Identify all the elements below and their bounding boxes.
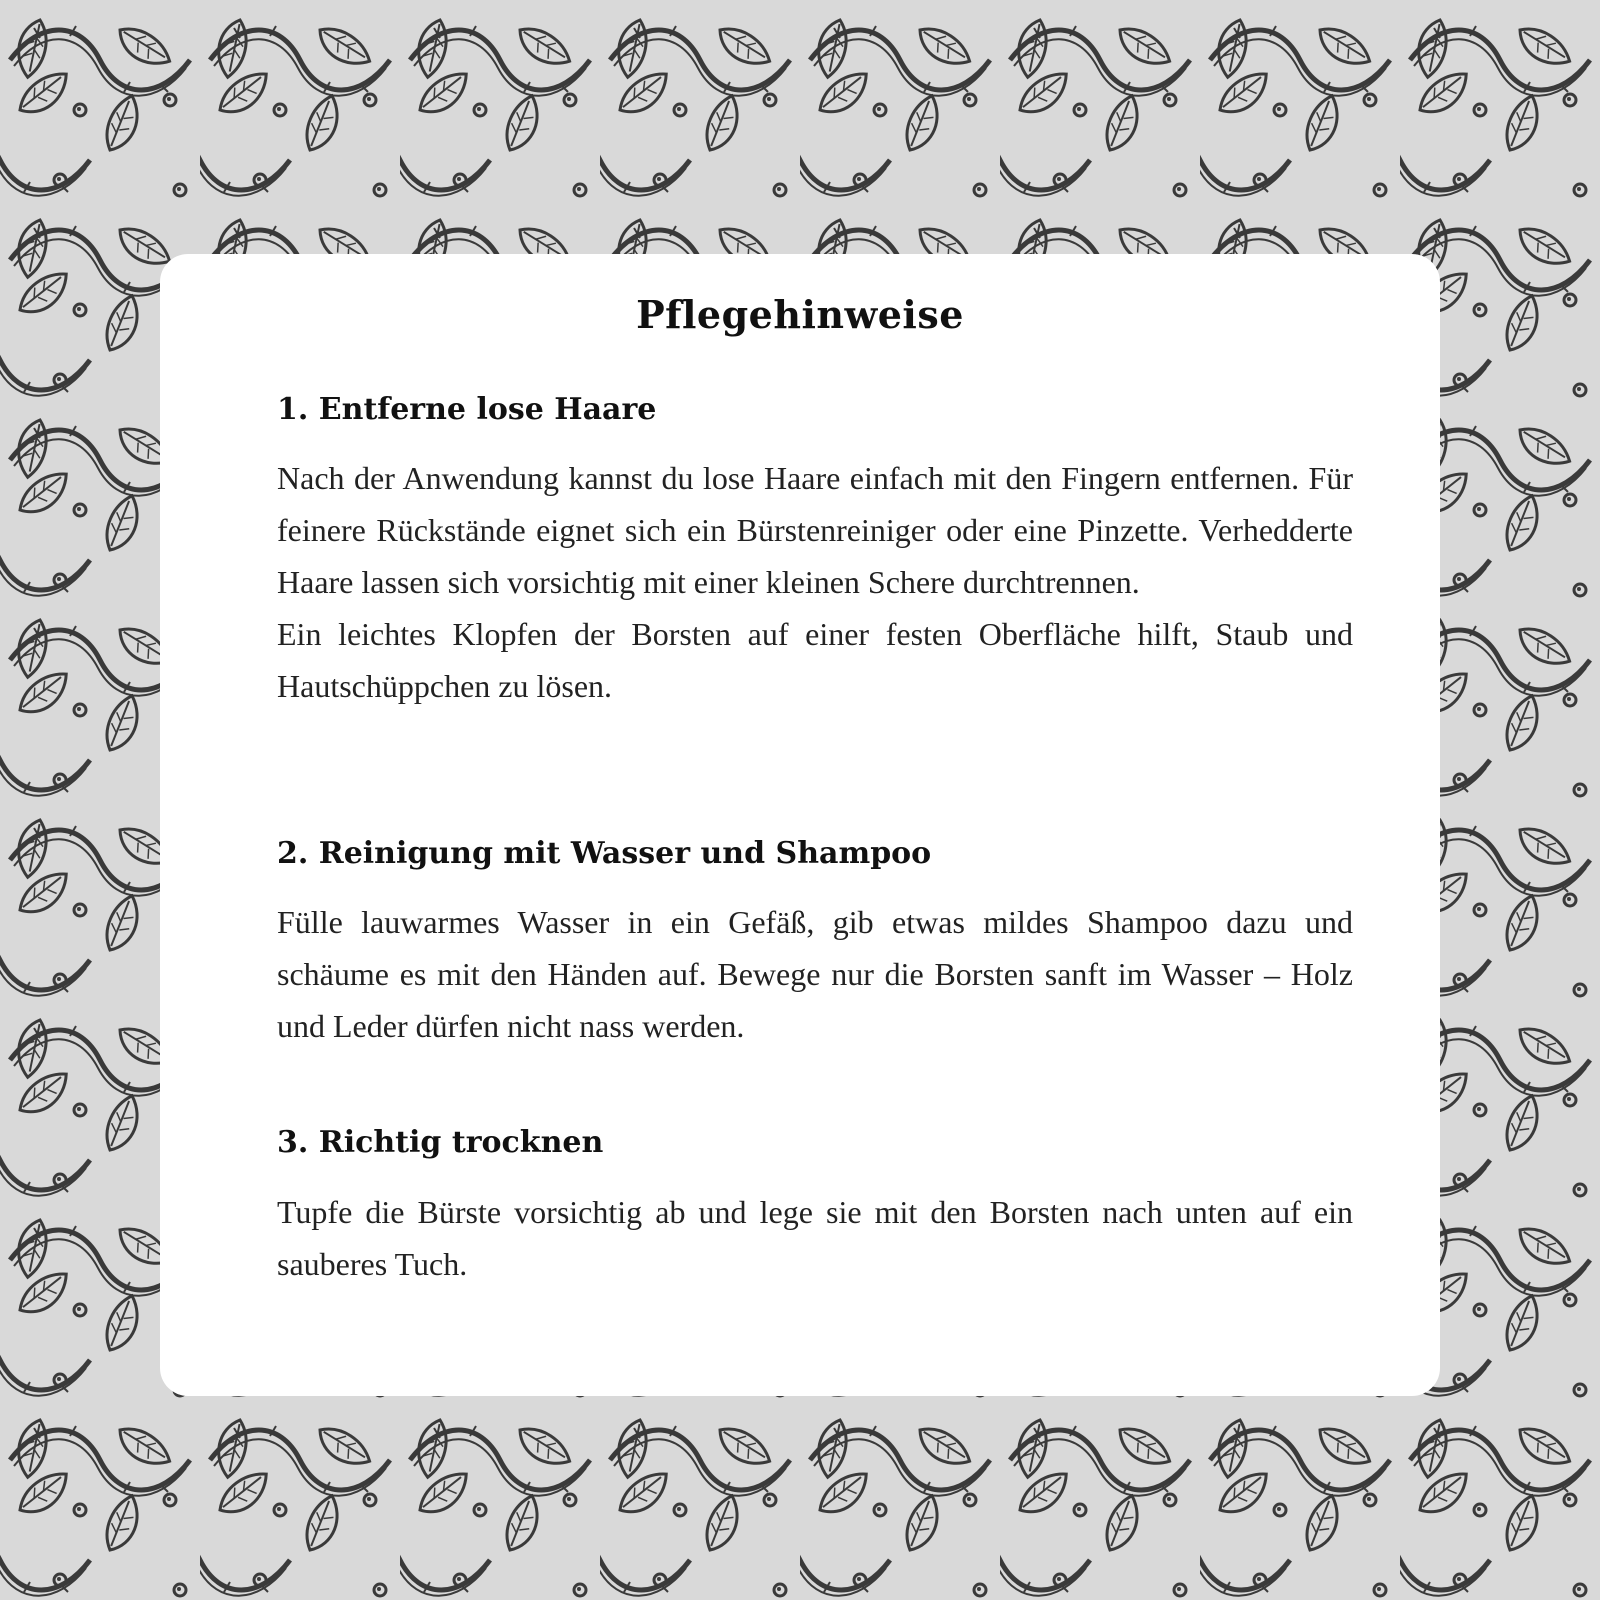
section-heading-1: 1. Entferne lose Haare (277, 392, 657, 427)
section-1-paragraph-2: Ein leichtes Klopfen der Borsten auf einer festen Oberfläche hilft, Staub und Hautschüppchen zu lösen. (277, 616, 1353, 704)
page-title: Pflegehinweise (636, 292, 964, 337)
section-body-3 (277, 1186, 1353, 1290)
section-body-1 (277, 452, 1353, 712)
section-heading-2: 2. Reinigung mit Wasser und Shampoo (277, 836, 932, 871)
section-3-paragraph-1: Tupfe die Bürste vorsichtig ab und lege sie mit den Borsten nach unten auf ein sauberes Tuch. (277, 1194, 1353, 1282)
section-body-2 (277, 896, 1353, 1052)
section-1-paragraph-1: Nach der Anwendung kannst du lose Haare einfach mit den Fingern entfernen. Für feinere Rückstände eignet sich ein Bürstenreiniger oder eine Pinzette. Verhedderte Haare lassen sich vorsichtig mit einer kleinen Schere durchtrennen. (277, 460, 1353, 600)
section-2-paragraph-1: Fülle lauwarmes Wasser in ein Gefäß, gib etwas mildes Shampoo dazu und schäume es mit den Händen auf. Bewege nur die Borsten sanft im Wasser – Holz und Leder dürfen nicht nass werden. (277, 904, 1353, 1044)
section-heading-3: 3. Richtig trocknen (277, 1125, 604, 1160)
